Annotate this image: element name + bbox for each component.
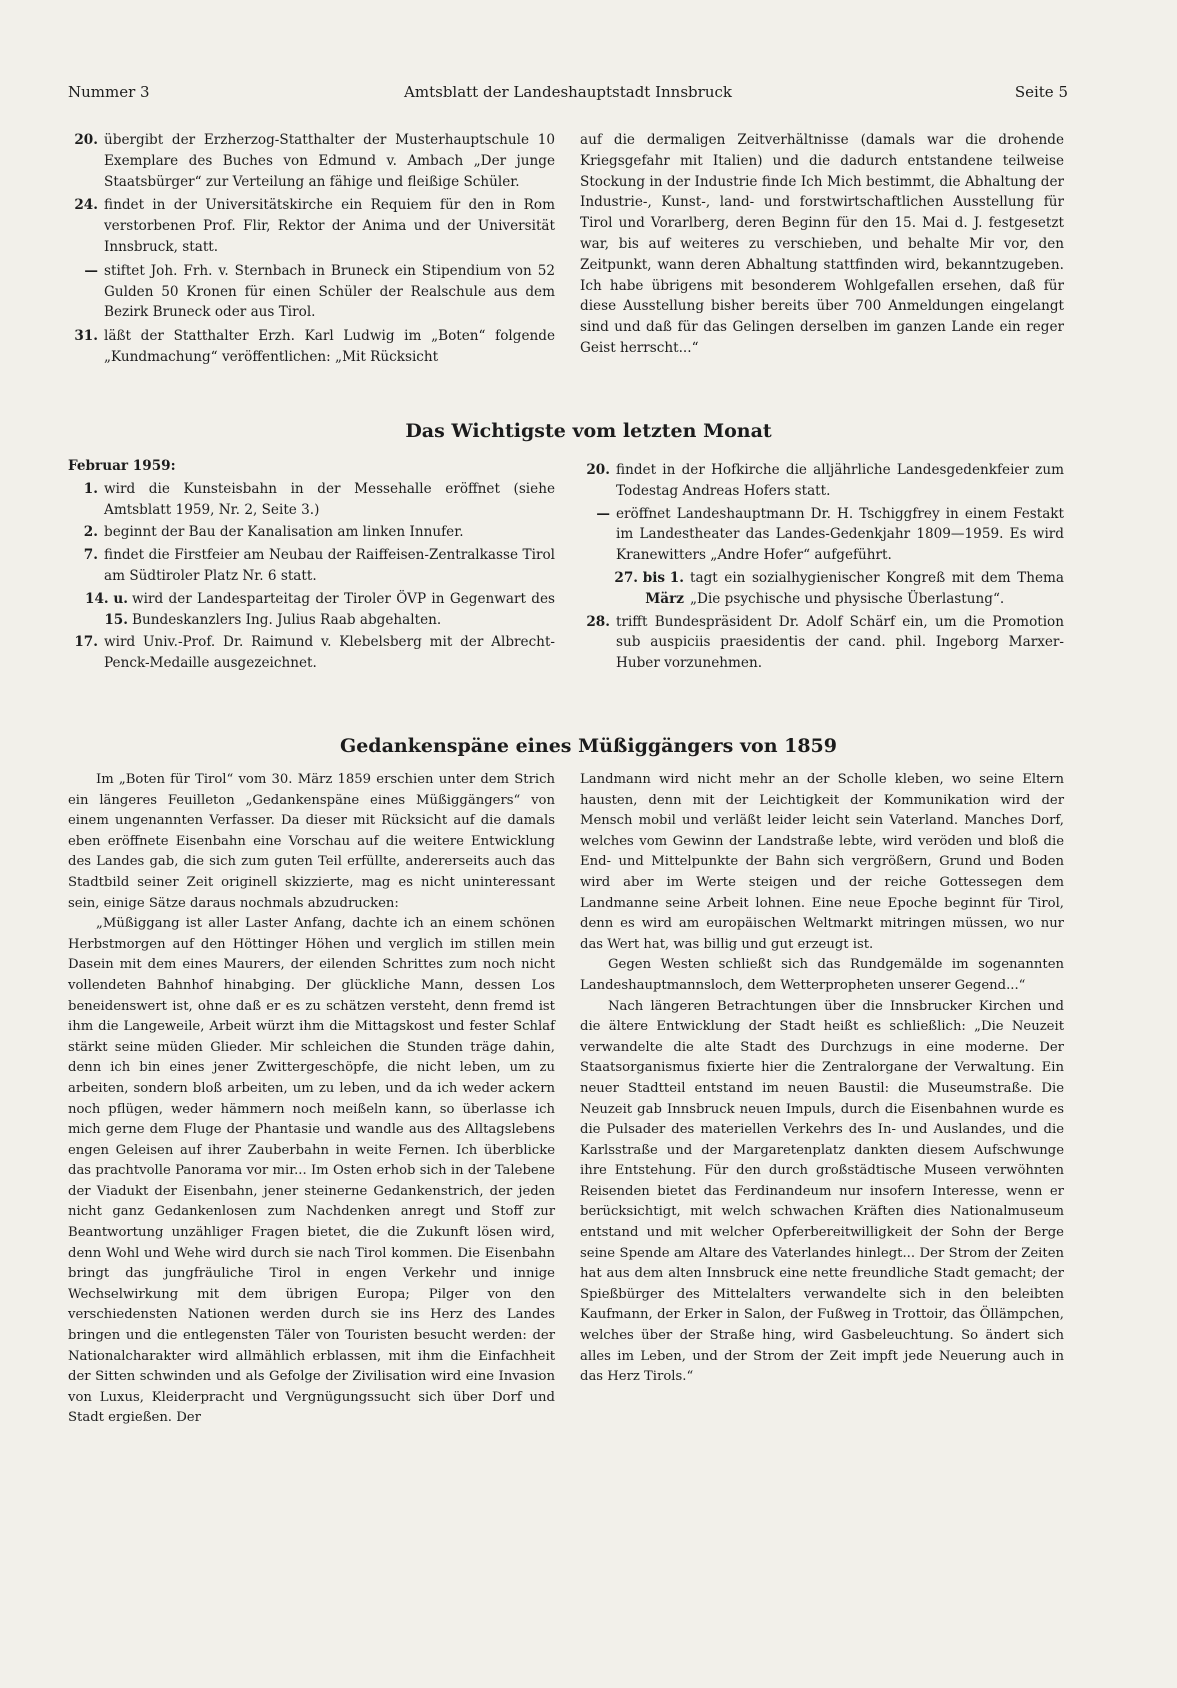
entry-text: wird der Landesparteitag der Tiroler ÖVP in Gegenwart des Bundeskanzlers Ing. Julius Raab abgehalten.: [132, 590, 555, 628]
page-number: Seite 5: [1014, 83, 1068, 101]
entry-date: 20.: [586, 462, 610, 478]
monthly-entry: [68, 479, 555, 521]
monthly-entry: [68, 589, 555, 631]
entry-date: —: [596, 505, 610, 522]
monthly-entry: [580, 568, 1064, 610]
feuilleton-left-column: [68, 770, 555, 1429]
chronicle-entry: [68, 195, 555, 257]
monthly-entry: [580, 612, 1064, 674]
publication-title: Amtsblatt der Landeshauptstadt Innsbruck: [404, 83, 732, 101]
page-header: [68, 83, 1068, 105]
entry-date: 20.: [74, 132, 98, 148]
chronicle-entry: [68, 261, 555, 323]
monthly-entry: [68, 545, 555, 587]
entry-text: läßt der Statthalter Erzh. Karl Ludwig im „Boten“ folgende „Kundmachung“ veröffentlichen: „Mit Rücksicht: [104, 328, 555, 365]
entry-date: 7.: [83, 547, 98, 564]
top-right-column: [580, 130, 1064, 359]
entry-text: findet in der Hofkirche die alljährliche Landesgedenkfeier zum Todestag Andreas Hofers statt.: [616, 462, 1064, 499]
entry-date: 2.: [83, 524, 98, 541]
entry-text: findet die Firstfeier am Neubau der Raiffeisen-Zentralkasse Tirol am Südtiroler Platz Nr. 6 statt.: [104, 547, 555, 584]
month-label: Februar 1959:: [68, 458, 176, 474]
quote-ending: Gegen Westen schließt sich das Rundgemälde im sogenannten Landeshauptmannsloch, dem Wetterpropheten unserer Gegend...“: [580, 957, 1064, 993]
entry-text: übergibt der Erzherzog-Statthalter der Musterhauptschule 10 Exemplare des Buches von Edmund v. Ambach „Der junge Staatsbürger“ zur Verteilung an fähige und fleißige Schüler.: [104, 132, 555, 190]
proclamation-continuation: auf die dermaligen Zeitverhältnisse (damals war die drohende Kriegsgefahr mit Italien) und die dadurch entstandene teilweise Stockung in der Industrie finde Ich Mich bestimmt, die Abhaltung der Industrie-, Kunst-, land- und forstwirtschaftlichen Ausstellung für Tirol und Vorarlberg, deren Beginn für den 15. Mai d. J. festgesetzt war, bis auf weiteres zu verschieben, und behalte Mir vor, den Zeitpunkt, wann deren Abhaltung stattfinden wird, bekanntzugeben. Ich habe übrigens mit besonderem Wohlgefallen ersehen, daß für diese Ausstellung bisher bereits über 700 Anmeldungen eingelangt sind und daß für das Gelingen derselben im ganzen Lande ein reger Geist herrscht...“: [580, 132, 1064, 356]
entry-text: wird die Kunsteisbahn in der Messehalle eröffnet (siehe Amtsblatt 1959, Nr. 2, Seite 3.): [104, 480, 555, 518]
section-heading-feuilleton: Gedankenspäne eines Müßiggängers von 1859: [339, 735, 838, 757]
entry-date: —: [84, 262, 98, 279]
entry-date: 24.: [74, 197, 98, 214]
entry-text: tagt ein sozialhygienischer Kongreß mit dem Thema „Die psychische und physische Überlastung“.: [690, 569, 1064, 607]
chronicle-entry: [68, 130, 555, 192]
entry-text: findet in der Universitätskirche ein Requiem für den in Rom verstorbenen Prof. Flir, Rektor der Anima und der Universität Innsbruck, statt.: [104, 197, 555, 255]
closing-paragraph: Nach längeren Betrachtungen über die Innsbrucker Kirchen und die ältere Entwicklung der Stadt heißt es schließlich: „Die Neuzeit verwandelte die alte Stadt des Durchzugs in eine moderne. Der Staatsorganismus fixierte hier die Zentralorgane der Verwaltung. Ein neuer Stadtteil entstand im neuen Baustil: die Museumstraße. Die Neuzeit gab Innsbruck neuen Impuls, durch die Eisenbahnen wurde es die Pulsader des materiellen Verkehrs des In- und Auslandes, und die Karlsstraße und der Margaretenplatz dankten diesem Aufschwunge ihre Entstehung. Für den durch großstädtische Museen verwöhnten Reisenden bietet das Ferdinandeum nur insofern Interesse, wenn er berücksichtigt, mit welch schwachen Kräften dies Nationalmuseum entstand und mit welcher Opferbereitwilligkeit der Sohn der Berge seine Spende am Altare des Vaterlandes hinlegt... Der Strom der Zeiten hat aus dem alten Innsbruck eine nette freundliche Stadt gemacht; der Spießbürger des Mittelalters verwandelte sich in den beleibten Kaufmann, der Erker in Salon, der Fußweg in Trottoir, das Öllämpchen, welches über der Straße hing, wird Gasbeleuchtung. So ändert sich alles im Leben, und der Strom der Zeit impft jede Neuerung auch in das Herz Tirols.“: [580, 998, 1064, 1385]
top-left-column: [68, 130, 555, 368]
chronicle-entry: [68, 326, 555, 368]
quote-continuation: Landmann wird nicht mehr an der Scholle kleben, wo seine Eltern hausten, denn mit der Leichtigkeit der Kommunikation wird der Mensch mobil und verläßt leider leicht sein Vaterland. Manches Dorf, welches vom Gewinn der Landstraße lebte, wird veröden und bloß die End- und Mittelpunkte der Bahn sich vergrößern, Grund und Boden wird aber im Werte steigen und der reiche Gottessegen dem Landmanne seine Arbeit lohnen. Eine neue Epoche beginnt für Tirol, denn es wird am europäischen Weltmarkt mitringen müssen, wo nur das Wert hat, was billig und gut erzeugt ist.: [580, 772, 1064, 952]
monthly-entry: [68, 522, 555, 543]
entry-text: wird Univ.-Prof. Dr. Raimund v. Klebelsberg mit der Albrecht-Penck-Medaille ausgezeichnet.: [104, 634, 555, 672]
entry-date: 1.: [83, 480, 98, 497]
monthly-entry: [580, 460, 1064, 502]
entry-text: eröffnet Landeshauptmann Dr. H. Tschiggfrey in einem Festakt im Landestheater das Landes-Gedenkjahr 1809—1959. Es wird Kranewitters „Andre Hofer“ aufgeführt.: [616, 505, 1064, 564]
feuilleton-right-column: [580, 770, 1064, 1388]
monthly-left-column: [68, 456, 555, 674]
entry-date: 31.: [74, 328, 98, 345]
issue-number: Nummer 3: [68, 83, 150, 101]
entry-text: beginnt der Bau der Kanalisation am linken Innufer.: [104, 524, 464, 541]
monthly-entry: [68, 632, 555, 674]
entry-date: 17.: [74, 634, 98, 651]
entry-text: trifft Bundespräsident Dr. Adolf Schärf ein, um die Promotion sub auspiciis praesidentis der cand. phil. Ingeborg Marxer-Huber vorzunehmen.: [616, 613, 1064, 672]
intro-paragraph: Im „Boten für Tirol“ vom 30. März 1859 erschien unter dem Strich ein längeres Feuilleton „Gedankenspäne eines Müßiggängers“ von einem ungenannten Verfasser. Da dieser mit Rücksicht auf die damals eben eröffnete Eisenbahn eine Vorschau auf die weitere Entwicklung des Landes gab, die sich zum guten Teil erfüllte, andererseits auch das Stadtbild seiner Zeit originell skizzierte, mag es nicht uninteressant sein, einige Sätze daraus nochmals abzudrucken:: [68, 772, 555, 911]
monthly-entry: [580, 504, 1064, 566]
entry-date: 28.: [586, 613, 610, 630]
section-heading-monthly: Das Wichtigste vom letzten Monat: [405, 420, 772, 442]
entry-date: 27. bis 1. März: [614, 569, 684, 607]
entry-date: 14. u. 15.: [85, 590, 128, 628]
entry-text: stiftet Joh. Frh. v. Sternbach in Bruneck ein Stipendium von 52 Gulden 50 Kronen für einen Schüler der Realschule aus dem Bezirk Bruneck oder aus Tirol.: [104, 262, 555, 321]
quote-paragraph: „Müßiggang ist aller Laster Anfang, dachte ich an einem schönen Herbstmorgen auf den Höttinger Höhen und verglich im stillen mein Dasein mit dem eines Maurers, der eilenden Schrittes zum noch nicht vollendeten Bahnhof hinabging. Der glückliche Mann, dessen Los beneidenswert ist, ohne daß er es zu schätzen versteht, denn fremd ist ihm die Langeweile, Arbeit würzt ihm die Mittagskost und fester Schlaf stärkt seine müden Glieder. Mir schleichen die Stunden träge dahin, denn ich bin eines jener Zwittergeschöpfe, die nicht leben, um zu arbeiten, sondern bloß arbeiten, um zu leben, und da ich weder ackern noch pflügen, weder hämmern noch meißeln kann, so überlasse ich mich gerne dem Fluge der Phantasie und wandle aus des Alltagslebens engen Geleisen auf ihrer Zauberbahn in weite Fernen. Ich überblicke das prachtvolle Panorama vor mir... Im Osten erhob sich in der Talebene der Viadukt der Eisenbahn, jener steinerne Gedankenstrich, der jeden nicht ganz Gedankenlosen zum Nachdenken anregt und Stoff zur Beantwortung unzähliger Fragen bietet, die die Zukunft lösen wird, denn Wohl und Wehe wird durch sie nach Tirol kommen. Die Eisenbahn bringt das jungfräuliche Tirol in engen Verkehr und innige Wechselwirkung mit dem übrigen Europa; Pilger von den verschiedensten Nationen werden durch sie ins Herz des Landes bringen und die entlegensten Täler von Touristen besucht werden: der Nationalcharakter wird allmählich erblassen, mit ihm die Einfachheit der Sitten schwinden und als Gefolge der Zivilisation wird eine Invasion von Luxus, Kleiderpracht und Vergnügungssucht sich über Dorf und Stadt ergießen. Der: [68, 916, 555, 1426]
monthly-right-column: [580, 460, 1064, 674]
